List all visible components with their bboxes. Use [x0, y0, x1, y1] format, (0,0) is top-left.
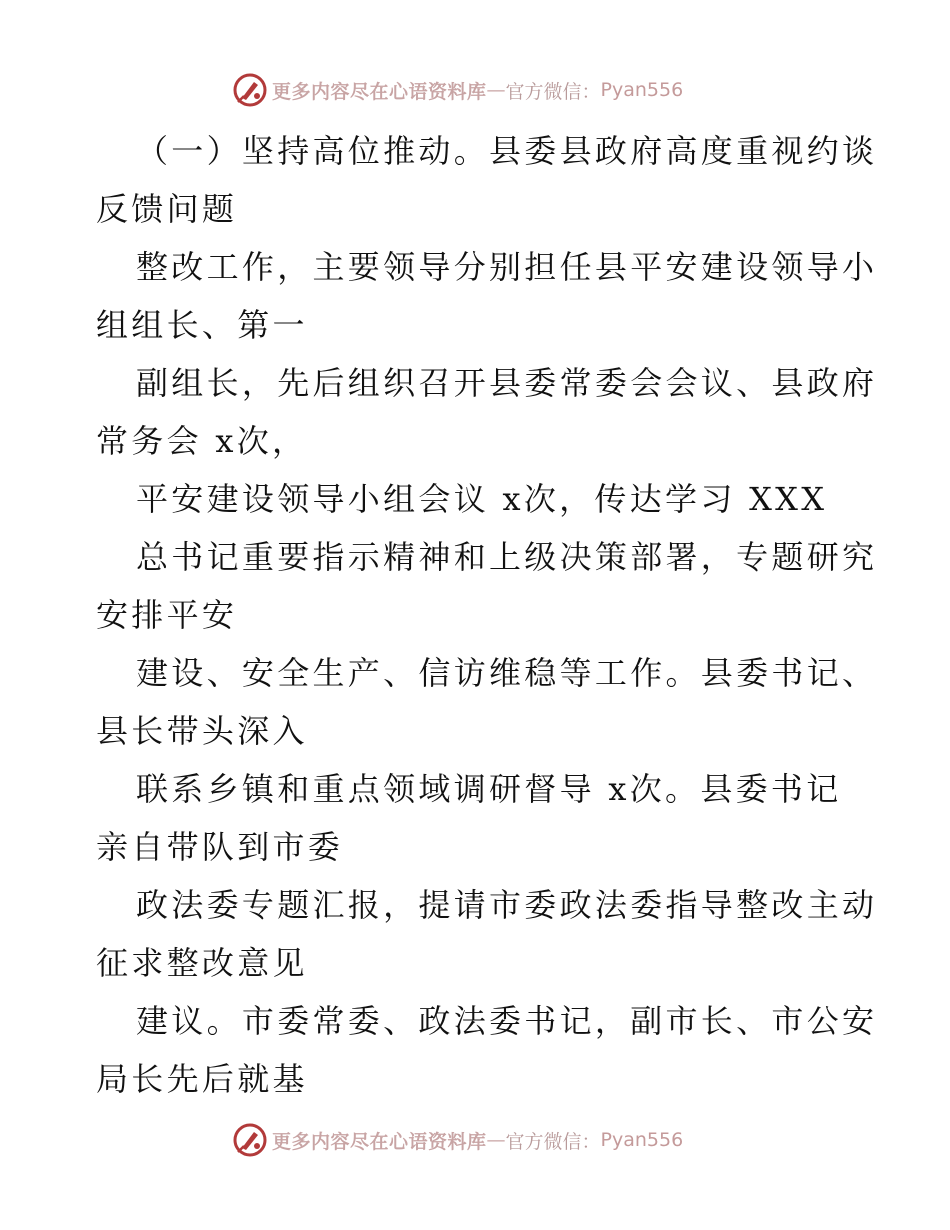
body-line: 建议。市委常委、政法委书记，副市长、市公安 [136, 1002, 878, 1040]
document-body [96, 122, 878, 1108]
body-line: 征求整改意见 [96, 944, 308, 982]
watermark-wechat-id: Pyan556 [600, 79, 684, 101]
brand-logo-icon [232, 72, 268, 108]
body-line: 亲自带队到市委 [96, 828, 344, 866]
body-line: 联系乡镇和重点领域调研督导 x次。县委书记 [136, 770, 842, 808]
watermark-wechat-id: Pyan556 [600, 1129, 684, 1151]
watermark-footer [232, 1122, 683, 1158]
brand-logo-icon [232, 1122, 268, 1158]
body-line: 局长先后就基 [96, 1060, 308, 1098]
watermark-wechat-label: 官方微信： [505, 80, 601, 103]
watermark-header [232, 72, 683, 108]
body-line: 政法委专题汇报，提请市委政法委指导整改主动 [136, 886, 878, 924]
body-line: 组组长、第一 [96, 306, 308, 344]
body-line: 常务会 x次， [96, 422, 308, 460]
watermark-brand: 更多内容尽在心语资料库 [272, 80, 487, 103]
body-line: 反馈问题 [96, 190, 238, 228]
body-line: 副组长，先后组织召开县委常委会会议、县政府 [136, 364, 878, 402]
body-line: 建设、安全生产、信访维稳等工作。县委书记、 [136, 654, 878, 692]
body-line: （一）坚持高位推动。县委县政府高度重视约谈 [136, 132, 878, 170]
watermark-dash: — [486, 79, 506, 101]
body-line: 安排平安 [96, 596, 238, 634]
watermark-wechat-label: 官方微信： [505, 1130, 601, 1153]
body-line: 总书记重要指示精神和上级决策部署，专题研究 [136, 538, 878, 576]
body-line: 县长带头深入 [96, 712, 308, 750]
watermark-dash: — [486, 1129, 506, 1151]
watermark-brand: 更多内容尽在心语资料库 [272, 1130, 487, 1153]
body-line: 平安建设领导小组会议 x次，传达学习 XXX [136, 480, 828, 518]
body-line: 整改工作，主要领导分别担任县平安建设领导小 [136, 248, 878, 286]
